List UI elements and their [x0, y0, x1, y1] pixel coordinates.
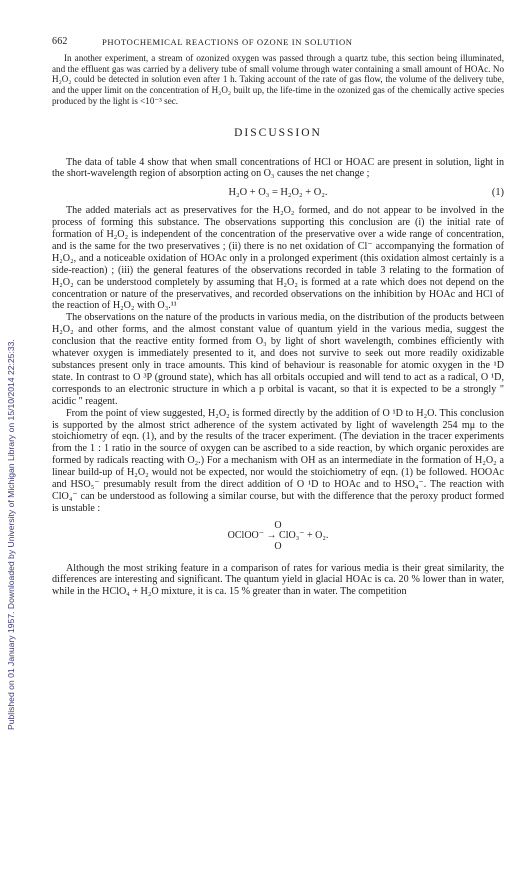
intro-section — [52, 53, 504, 107]
scheme-top: O — [274, 519, 282, 531]
equation-1 — [52, 187, 504, 199]
journal-page — [52, 36, 504, 598]
page-number: 662 — [52, 36, 68, 47]
equation-1-number: (1) — [491, 187, 504, 199]
download-watermark-text: Published on 01 January 1957. Downloaded by University of Michigan Library on 15/10/2014 22:25:33. — [6, 339, 16, 730]
section-heading: DISCUSSION — [234, 126, 322, 139]
intro-paragraph: In another experiment, a stream of ozonized oxygen was passed through a quartz tube, this section being illuminated, and the effluent gas was carried by a delivery tube of small volume through water containing a small amount of HOAc. No H₂O₂ could be detected in solution even after 1 h. Taking account of the rate of gas flow, the volume of the delivery tube, and the upper limit on the concentration of H₂O₂ built up, the life-time in the ozonized gas of the chemically active species produced by the light is <10⁻³ sec. — [52, 53, 504, 106]
paragraph-3: The observations on the nature of the products in various media, on the distribution of the products between H₂O₂ and other forms, and the almost constant value of quantum yield in the various media, suggest the conclusion that the reactive entity formed from O₃ by light of short wavelength, combines efficiently with whatever oxygen is immediately presented to it, and does not survive to seek out more readily oxidizable substances present only in trace amounts. This kind of behaviour is reasonable for atomic oxygen in the ¹D state. In contrast to O ³P (ground state), which has all orbitals occupied and will tend to act as a radical, O ¹D, corresponds to an electronic structure in which a p orbital is vacant, so that it is expected to be a strongly " acidic " reagent. — [52, 312, 504, 407]
discussion-body — [52, 157, 504, 599]
scheme-bottom: O — [274, 540, 282, 552]
paragraph-1: The data of table 4 show that when small concentrations of HCl or HOAC are present in solution, light in the short-wavelength region of absorption acting on O₃ causes the net change ; — [52, 156, 504, 180]
running-title: PHOTOCHEMICAL REACTIONS OF OZONE IN SOLUTION — [102, 37, 353, 47]
paragraph-2: The added materials act as preservatives for the H₂O₂ formed, and do not appear to be involved in the process of forming this substance. The observations supporting this conclusion are (i) the initial rate of formation of H₂O₂ is independent of the concentration of the preservative over a wide range of concentration, and is the same for the two preservatives ; (ii) there is no net oxidation of Cl⁻ accompanying the formation of H₂O₂, and a noticeable oxidation of HOAc only in a prolonged experiment (this oxidation almost certainly is a side-reaction) ; (iii) the general features of the observations recorded in table 3 relating to the formation of H₂O₂ can be understood completely by assuming that H₂O₂ is formed at a rate which does not depend on the concentration or nature of the preservatives, and recorded observations on the inhibition by HOAc and HCl of the reaction of H₂O₂ with O₃.¹¹ — [52, 205, 504, 312]
download-watermark — [6, 90, 20, 730]
paragraph-4: From the point of view suggested, H₂O₂ is formed directly by the addition of O ¹D to H₂O. This conclusion is supported by the almost strict adherence of the system activated by light of wavelength 254 mμ to the stoichiometry of eqn. (1), and by the results of the tracer experiment. (The deviation in the tracer experiments from the 1 : 1 ratio in the source of oxygen can be ascribed to a side reaction, by which organic peroxides are formed by radicals reacting with O₂.) For a mechanism with OH as an intermediate in the formation of H₂O₂ a linear build-up of H₂O₂ would not be expected, nor would the stoichiometry of eqn. (1) be followed. HOOAc and HSO₅⁻ presumably result from the direct addition of O ¹D to HOAc and to HSO₄⁻. The reaction with ClO₄⁻ can be understood as following a similar course, but with the difference that the peroxy product formed is unstable : — [52, 407, 504, 514]
scheme-middle: OClOO⁻ → ClO₃⁻ + O₂. — [227, 530, 329, 542]
chlorate-scheme — [52, 521, 504, 553]
equation-1-text: H₂O + O₃ = H₂O₂ + O₂. — [228, 187, 328, 199]
paragraph-5: Although the most striking feature in a comparison of rates for various media is their great similarity, the differences are interesting and significant. The quantum yield in glacial HOAc is ca. 20 % lower than in water, while in the HClO₄ + H₂O mixture, it is ca. 15 % greater than in water. The competition — [52, 562, 504, 598]
page-header — [52, 36, 504, 47]
